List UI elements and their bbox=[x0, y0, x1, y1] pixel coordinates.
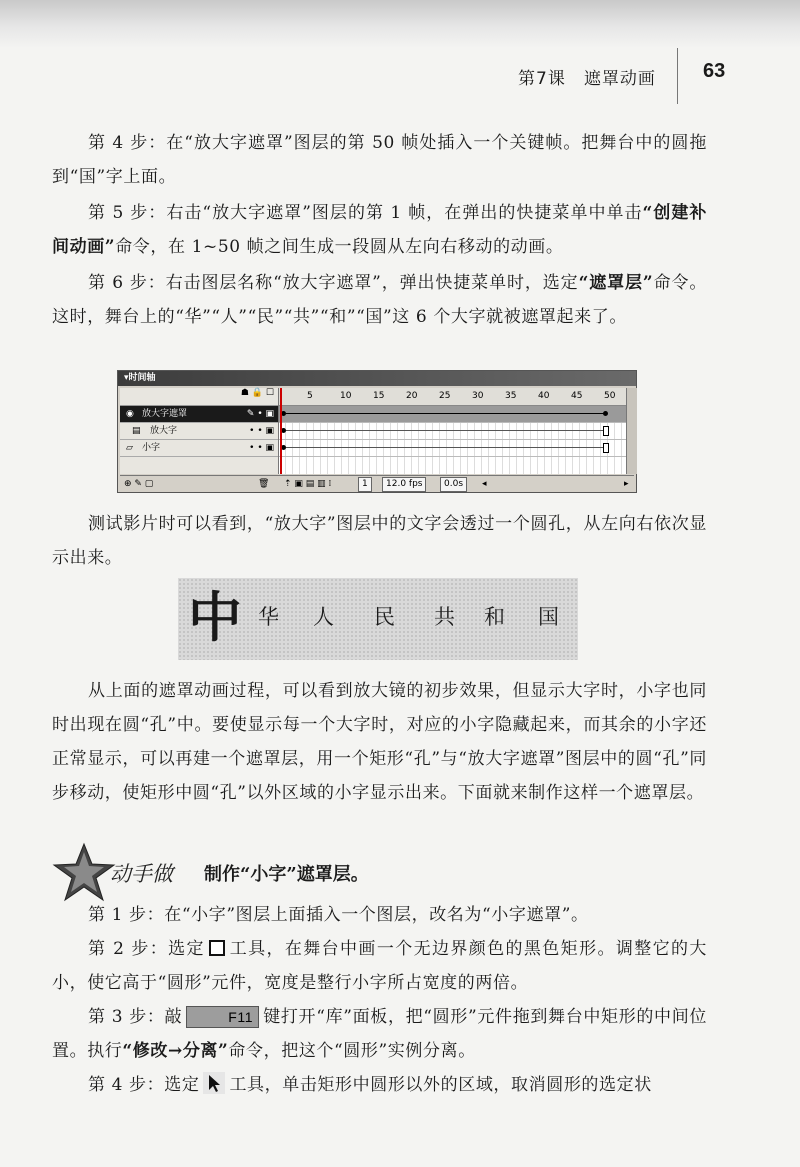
paragraph-text: 第 4 步：在“放大字遮罩”图层的第 50 帧处插入一个关键帧。把舞台中的圆拖到“国”字上面。 bbox=[52, 133, 707, 187]
paragraph-step-1: 第 1 步：在“小字”图层上面插入一个图层，改名为“小字遮罩”。 bbox=[88, 905, 589, 925]
layer-state-icons: • • ▣ bbox=[249, 426, 274, 436]
frame-row-small-text[interactable] bbox=[279, 440, 626, 457]
current-frame-field: 1 bbox=[358, 477, 372, 492]
ruler-tick-label: 5 bbox=[307, 391, 313, 401]
keyframe bbox=[603, 411, 608, 416]
timeline-title: ▾时间轴 bbox=[118, 371, 636, 386]
paragraph-text: 第 2 步：选定 bbox=[88, 939, 205, 959]
small-character: 华 bbox=[258, 605, 279, 629]
paragraph-step-6 bbox=[52, 266, 707, 334]
paragraph-step-5 bbox=[52, 196, 707, 264]
paragraph-test-movie: 测试影片时可以看到，“放大字”图层中的文字会透过一个圆孔，从左向右依次显示出来。 bbox=[52, 514, 707, 568]
ruler-tick-label: 20 bbox=[406, 391, 418, 401]
end-frame bbox=[603, 426, 609, 436]
paragraph-text: 第 4 步：选定 bbox=[88, 1075, 200, 1095]
star-icon bbox=[52, 842, 116, 902]
ruler-tick-label: 45 bbox=[571, 391, 583, 401]
paragraph-step-3 bbox=[52, 1000, 707, 1068]
paragraph-text: 命令。这时，舞台上的“华”“人”“民”“共”“和”“国”这 6 个大字就被遮罩起来了。 bbox=[52, 273, 707, 327]
paragraph-step-4 bbox=[52, 126, 707, 194]
paragraph-step-2 bbox=[52, 932, 707, 1000]
paragraph-text: 命令，在 1~50 帧之间生成一段圆从左向右移动的动画。 bbox=[115, 237, 564, 257]
paragraph-text: 第 3 步：敲 bbox=[88, 1007, 183, 1027]
frame-row-magnify[interactable] bbox=[279, 423, 626, 440]
end-frame bbox=[603, 443, 609, 453]
layer-row-small-text[interactable] bbox=[120, 440, 278, 457]
layer-state-icons: ✎ • ▣ bbox=[246, 409, 274, 419]
masked-layer-icon: ▤ bbox=[132, 426, 141, 436]
scroll-right-icon[interactable]: ▸ bbox=[624, 479, 629, 489]
layer-header-icons: ☗ 🔒 ☐ bbox=[240, 388, 274, 398]
layer-row-magnify-mask[interactable] bbox=[120, 406, 278, 423]
command-name: “修改→分离” bbox=[122, 1041, 229, 1061]
running-head: 第7课 遮罩动画 bbox=[518, 69, 656, 89]
header-divider bbox=[677, 48, 678, 104]
rectangle-tool-icon bbox=[209, 940, 225, 956]
hands-on-label: 动手做 bbox=[110, 862, 173, 886]
elapsed-time-field: 0.0s bbox=[440, 477, 467, 492]
onion-skin-icons[interactable]: ⇡ ▣ ▤ ▥ ⁞ bbox=[284, 479, 332, 489]
small-character: 和 bbox=[484, 605, 505, 629]
small-character: 国 bbox=[538, 605, 559, 629]
small-character: 民 bbox=[374, 605, 395, 629]
paragraph-magnifier-explanation: 从上面的遮罩动画过程，可以看到放大镜的初步效果，但显示大字时，小字也同时出现在圆“孔”中。要使显示每一个大字时，对应的小字隐藏起来，而其余的小字还正常显示，可以再建一个遮罩层，用一个矩形“孔”与“放大字遮罩”图层中的圆“孔”同步移动，使矩形中圆“孔”以外区域的小字显示出来。下面就来制作这样一个遮罩层。 bbox=[52, 681, 707, 803]
hands-on-title: 制作“小字”遮罩层。 bbox=[204, 864, 369, 885]
frame-row-magnify-mask[interactable] bbox=[279, 406, 626, 423]
paragraph-text: 工具，在舞台中画一个无边界颜色的黑色矩形。调整它的大小，使它高于“圆形”元件，宽度是整行小字所占宽度的两倍。 bbox=[52, 939, 707, 993]
frame-rate-field: 12.0 fps bbox=[382, 477, 426, 492]
ruler-tick-label: 25 bbox=[439, 391, 451, 401]
layer-name: 放大字遮罩 bbox=[142, 409, 188, 419]
ruler-tick-label: 50 bbox=[604, 391, 616, 401]
paragraph-text: 工具，单击矩形中圆形以外的区域，取消圆形的选定状 bbox=[229, 1075, 652, 1095]
selection-arrow-tool-icon bbox=[203, 1072, 225, 1094]
timeline-panel bbox=[117, 370, 637, 493]
timeline-layer-list bbox=[120, 388, 279, 474]
frame-span bbox=[286, 430, 604, 431]
frame-span bbox=[286, 447, 604, 448]
delete-layer-icon[interactable]: 🗑 bbox=[258, 479, 270, 489]
command-name: “遮罩层” bbox=[578, 273, 654, 293]
ruler-tick-label: 30 bbox=[472, 391, 484, 401]
ruler-tick-label: 40 bbox=[538, 391, 550, 401]
layer-header bbox=[120, 388, 278, 406]
small-character: 人 bbox=[313, 605, 334, 629]
paragraph-text: 第 5 步：右击“放大字遮罩”图层的第 1 帧，在弹出的快捷菜单中单击 bbox=[88, 203, 643, 223]
layer-state-icons: • • ▣ bbox=[249, 443, 274, 453]
small-character: 共 bbox=[434, 605, 455, 629]
layer-row-magnify[interactable] bbox=[120, 423, 278, 440]
scroll-left-icon[interactable]: ◂ bbox=[482, 479, 487, 489]
magnifier-demo-banner bbox=[178, 578, 578, 660]
ruler-tick-label: 35 bbox=[505, 391, 517, 401]
magnified-character: 中 bbox=[188, 586, 242, 649]
tween-arrow bbox=[286, 413, 604, 414]
paragraph-text: 命令，把这个“圆形”实例分离。 bbox=[228, 1041, 476, 1061]
command-name: “创建补间动画” bbox=[52, 203, 707, 257]
f11-key-icon: F11 bbox=[186, 1006, 259, 1028]
ruler-tick-label: 10 bbox=[340, 391, 352, 401]
page-header-band bbox=[0, 0, 800, 48]
paragraph-step-4b bbox=[52, 1068, 707, 1102]
timeline-scrollbar[interactable] bbox=[626, 388, 637, 474]
timeline-status-bar bbox=[120, 475, 634, 492]
add-layer-icon[interactable]: ⊕ ✎ ▢ bbox=[124, 479, 154, 489]
frame-ruler[interactable] bbox=[279, 388, 626, 406]
ruler-tick-label: 15 bbox=[373, 391, 385, 401]
playhead[interactable] bbox=[280, 388, 282, 474]
layer-icon: ▱ bbox=[126, 443, 133, 453]
timeline-frames[interactable] bbox=[279, 388, 626, 474]
paragraph-text: 键打开“库”面板，把“圆形”元件拖到舞台中矩形的中间位置。执行 bbox=[52, 1007, 707, 1061]
page-number: 63 bbox=[703, 60, 726, 82]
mask-layer-icon: ◉ bbox=[126, 409, 134, 419]
paragraph-text: 第 6 步：右击图层名称“放大字遮罩”，弹出快捷菜单时，选定 bbox=[88, 273, 579, 293]
layer-name: 放大字 bbox=[150, 426, 178, 436]
layer-name: 小字 bbox=[142, 443, 161, 453]
